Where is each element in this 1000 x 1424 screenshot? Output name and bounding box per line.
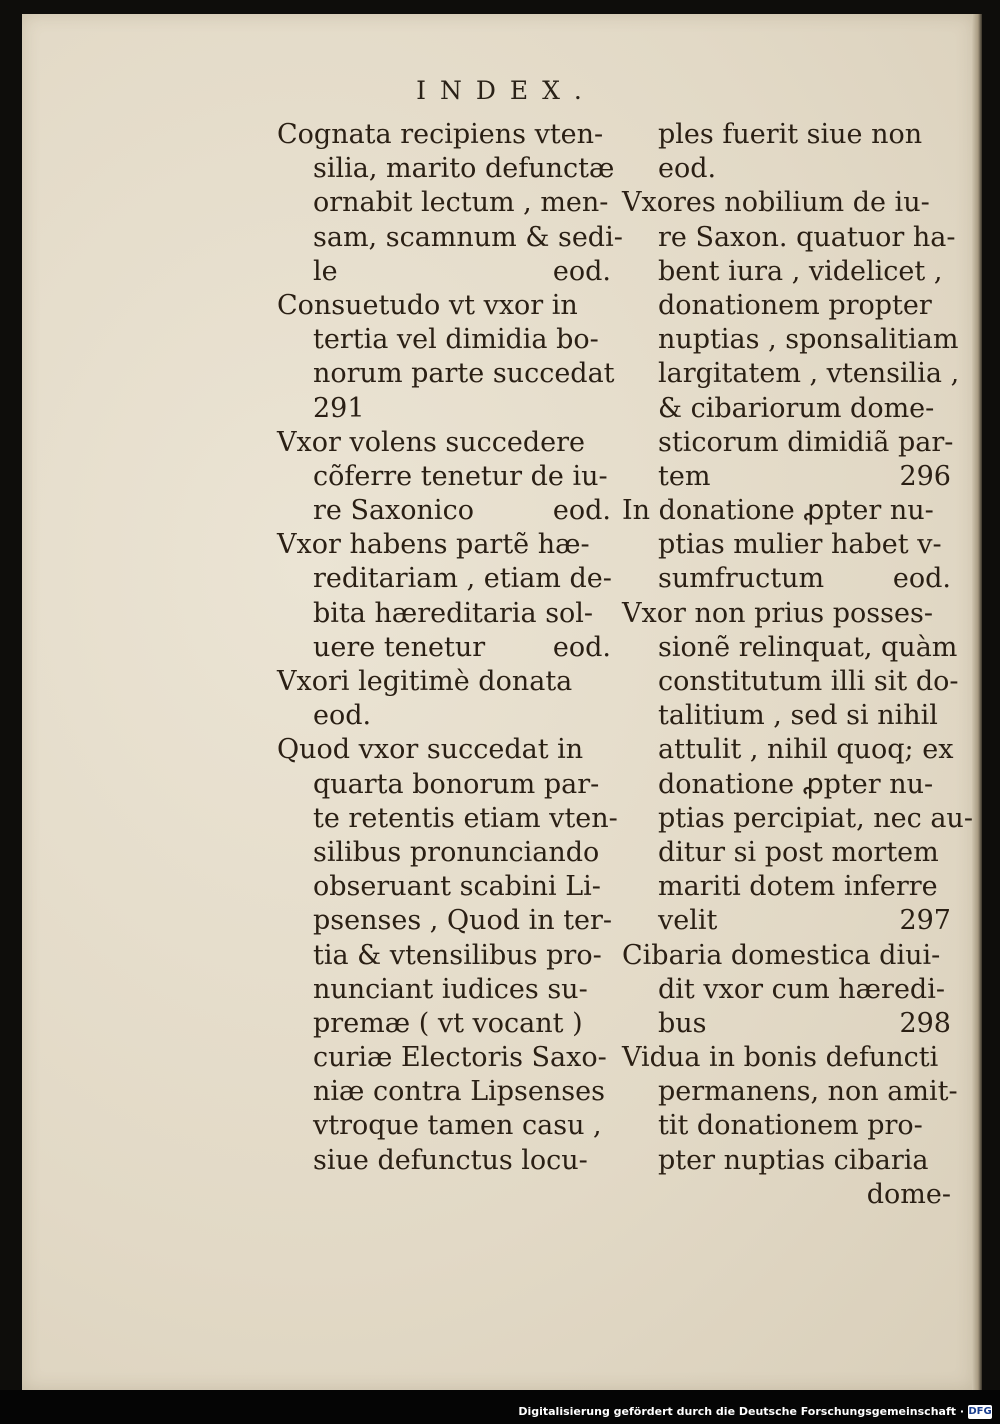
entry-line: eod.	[658, 153, 717, 185]
index-entry	[277, 426, 617, 529]
entry-line: sticorum dimidiã par-	[658, 426, 954, 458]
entry-line: sionẽ relinquat, quàm	[658, 631, 958, 663]
entry-line: ditur si post mortem	[658, 836, 939, 868]
entry-line: siue defunctus locu-	[313, 1144, 588, 1176]
entry-text: tem	[658, 460, 711, 492]
entry-line: mariti dotem inferre	[658, 871, 938, 903]
entry-line: sam, scamnum & sedi-	[313, 221, 623, 253]
entry-line	[277, 494, 617, 528]
entry-line: norum parte succedat	[313, 358, 615, 390]
entry-line: eod.	[313, 700, 372, 732]
index-entry	[277, 665, 617, 733]
page-reference: eod.	[552, 495, 611, 527]
entry-line: quarta bonorum par-	[313, 768, 600, 800]
entry-line: nunciant iudices su-	[313, 973, 588, 1005]
index-entry	[277, 733, 617, 1177]
index-entry	[622, 118, 957, 186]
entry-line: reditariam , etiam de-	[313, 563, 612, 595]
footer-bar	[0, 1390, 1000, 1424]
entry-line: te retentis etiam vten-	[313, 802, 618, 834]
entry-text: velit	[658, 905, 718, 937]
entry-line: ples fuerit siue non	[658, 119, 923, 150]
index-entry	[277, 118, 623, 289]
index-entry	[622, 597, 973, 939]
page-reference: eod.	[552, 255, 611, 287]
page-header: INDEX.	[416, 76, 596, 105]
entry-text: bus	[658, 1007, 707, 1039]
entry-line: permanens, non amit-	[658, 1076, 958, 1108]
page-edge	[972, 14, 982, 1390]
entry-line: Vxor habens partẽ hæ-	[277, 529, 590, 561]
index-entry	[277, 289, 617, 426]
entry-text: sumfructum	[658, 563, 825, 595]
entry-line: Vxor volens succedere	[277, 426, 586, 458]
entry-line: nuptias , sponsalitiam	[658, 324, 959, 356]
entry-line: tia & vtensilibus pro-	[313, 939, 602, 971]
entry-line	[277, 255, 617, 289]
dfg-logo: DFG	[968, 1406, 992, 1417]
entry-line	[622, 904, 957, 938]
index-entry	[622, 186, 960, 494]
entry-line: attulit , nihil quoq; ex	[658, 734, 954, 766]
entry-line: donatione ꝓpter nu-	[658, 768, 934, 800]
entry-line	[622, 1007, 957, 1041]
page-reference: 297	[899, 905, 951, 937]
entry-line: Vxori legitimè donata	[277, 666, 573, 697]
entry-line: bita hæreditaria sol-	[313, 597, 594, 629]
entry-line: 291	[313, 392, 365, 424]
entry-text: le	[313, 255, 338, 287]
index-entry	[277, 528, 617, 665]
entry-line	[622, 562, 957, 596]
entry-line: ornabit lectum , men-	[313, 187, 609, 219]
entry-line: cõferre tenetur de iu-	[313, 460, 608, 492]
entry-line: & cibariorum dome-	[658, 392, 935, 424]
entry-line: vtroque tamen casu ,	[313, 1110, 602, 1142]
entry-text: re Saxonico	[313, 495, 474, 527]
entry-line: pter nuptias cibaria	[658, 1144, 929, 1176]
entry-line: obseruant scabini Li-	[313, 871, 601, 903]
book-page	[22, 14, 974, 1390]
entry-line: niæ contra Lipsenses	[313, 1076, 605, 1108]
entry-line: tertia vel dimidia bo-	[313, 324, 599, 356]
entry-line: Consuetudo vt vxor in	[277, 289, 578, 321]
entry-line: In donatione ꝓpter nu-	[622, 495, 934, 527]
entry-line: constitutum illi sit do-	[658, 666, 959, 697]
entry-line	[622, 460, 957, 494]
index-entry	[622, 939, 957, 1042]
entry-line: bent iura , videlicet ,	[658, 255, 943, 287]
index-entry	[622, 1041, 957, 1178]
right-column	[622, 118, 973, 1212]
entry-line: Vxores nobilium de iu-	[622, 187, 930, 219]
entry-line: re Saxon. quatuor ha-	[658, 221, 956, 253]
entry-line: silibus pronunciando	[313, 836, 600, 868]
entry-line: premæ ( vt vocant )	[313, 1007, 583, 1039]
catchword: dome-	[866, 1178, 951, 1210]
entry-line: donationem propter	[658, 289, 932, 321]
index-entry	[622, 494, 957, 597]
entry-line: Vxor non prius posses-	[622, 597, 933, 629]
entry-line: curiæ Electoris Saxo-	[313, 1042, 607, 1074]
page-reference: 296	[899, 460, 951, 492]
page-reference: eod.	[552, 631, 611, 663]
entry-line: Quod vxor succedat in	[277, 734, 584, 766]
entry-line: psenses , Quod in ter-	[313, 905, 613, 937]
entry-line: ptias mulier habet v-	[658, 529, 942, 561]
entry-line: Cibaria domestica diui-	[622, 939, 941, 971]
entry-line: dit vxor cum hæredi-	[658, 973, 945, 1005]
funding-credit: Digitalisierung gefördert durch die Deutsche Forschungsgemeinschaft ·	[518, 1405, 964, 1418]
entry-line	[277, 631, 617, 665]
entry-line: silia, marito defunctæ	[313, 153, 615, 185]
page-reference: eod.	[892, 563, 951, 595]
entry-line: tit donationem pro-	[658, 1110, 923, 1142]
entry-line: ptias percipiat, nec au-	[658, 802, 973, 834]
page-reference: 298	[899, 1007, 951, 1039]
entry-text: uere tenetur	[313, 631, 486, 663]
entry-line: talitium , sed si nihil	[658, 700, 938, 732]
entry-line: Cognata recipiens vten-	[277, 119, 604, 150]
entry-line: largitatem , vtensilia ,	[658, 358, 960, 390]
left-column	[277, 118, 623, 1178]
entry-line: Vidua in bonis defuncti	[622, 1042, 939, 1074]
